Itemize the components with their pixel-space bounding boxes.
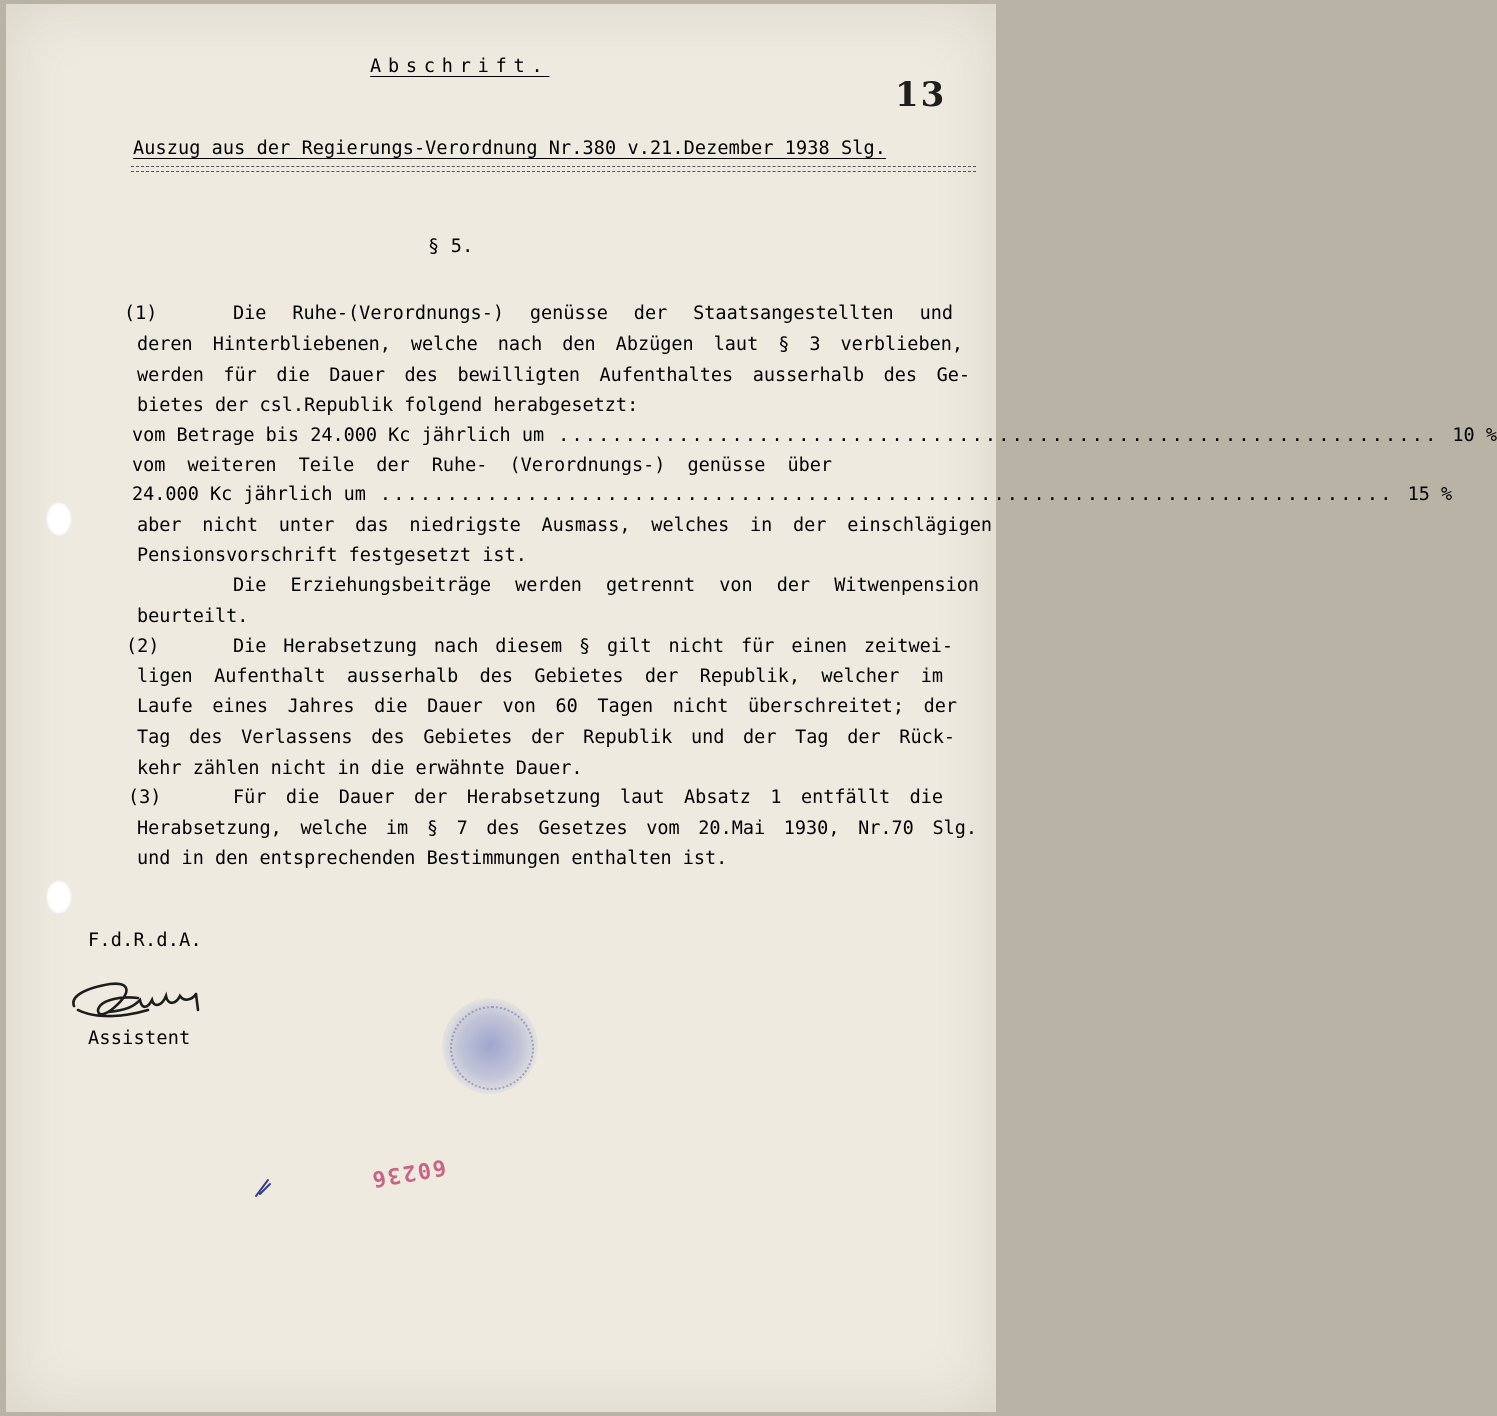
paragraph-2-number: (2)	[126, 636, 160, 657]
paragraph-1-line: bietes der csl.Republik folgend herabgesetzt:	[137, 395, 639, 416]
paragraph-1-line: Die Ruhe-(Verordnungs-) genüsse der Staatsangestellten und	[233, 303, 953, 324]
rate-row-1	[132, 425, 1497, 446]
paragraph-2-line: Laufe eines Jahres die Dauer von 60 Tagen nicht überschreitet; der	[137, 696, 957, 717]
rate-1-value: 10 %	[1452, 425, 1497, 446]
paragraph-3-line: und in den entsprechenden Bestimmungen enthalten ist.	[137, 848, 728, 869]
section-heading: § 5.	[428, 236, 474, 257]
paragraph-3-line: Für die Dauer der Herabsetzung laut Absatz 1 entfällt die	[233, 787, 943, 808]
paragraph-2-line: Tag des Verlassens des Gebietes der Republik und der Tag der Rück-	[137, 727, 955, 748]
paragraph-3-line: Herabsetzung, welche im § 7 des Gesetzes vom 20.Mai 1930, Nr.70 Slg.	[137, 818, 977, 839]
double-rule-bottom	[131, 171, 976, 172]
punch-hole-top	[46, 502, 72, 536]
paragraph-1-tail-line: Pensionsvorschrift festgesetzt ist.	[137, 545, 527, 566]
signatory-role: Assistent	[88, 1028, 191, 1049]
official-seal-ring	[450, 1006, 534, 1090]
paragraph-1-line: werden für die Dauer des bewilligten Aufenthaltes ausserhalb des Ge-	[137, 365, 970, 386]
double-rule-top	[131, 166, 976, 167]
paragraph-3-number: (3)	[128, 787, 162, 808]
leader-dots: ............................................................................	[379, 484, 1394, 505]
paragraph-2-line: Die Herabsetzung nach diesem § gilt nicht für einen zeitwei-	[233, 636, 953, 657]
punch-hole-bottom	[46, 880, 72, 914]
signature	[68, 970, 218, 1030]
page-number: 13	[895, 75, 947, 115]
rate-1-label: vom Betrage bis 24.000 Kc jährlich um	[132, 425, 545, 446]
rate-2-label: 24.000 Kc jährlich um	[132, 484, 366, 505]
rate-2-value: 15 %	[1407, 484, 1453, 505]
fdrda-note: F.d.R.d.A.	[88, 930, 202, 951]
pencil-mark	[252, 1174, 274, 1200]
paragraph-1-tail-line: aber nicht unter das niedrigste Ausmass, welches in der einschlägigen	[137, 515, 992, 536]
red-number-stamp: 60236	[368, 1153, 448, 1192]
paragraph-1-extra-line: beurteilt.	[137, 606, 249, 627]
rate-2-intro: vom weiteren Teile der Ruhe- (Verordnungs-) genüsse über	[132, 455, 832, 476]
document-title: Abschrift.	[370, 56, 550, 77]
paragraph-1-extra-line: Die Erziehungsbeiträge werden getrennt von der Witwenpension	[233, 575, 979, 596]
paragraph-2-line: kehr zählen nicht in die erwähnte Dauer.	[137, 758, 583, 779]
paragraph-1-line: deren Hinterbliebenen, welche nach den Abzügen laut § 3 verblieben,	[137, 334, 963, 355]
paragraph-1-number: (1)	[124, 303, 158, 324]
leader-dots: ..................................................................	[558, 425, 1439, 446]
document-subtitle: Auszug aus der Regierungs-Verordnung Nr.380 v.21.Dezember 1938 Slg.	[133, 138, 886, 159]
rate-row-2	[132, 484, 1453, 505]
paragraph-2-line: ligen Aufenthalt ausserhalb des Gebietes der Republik, welcher im	[137, 666, 943, 687]
